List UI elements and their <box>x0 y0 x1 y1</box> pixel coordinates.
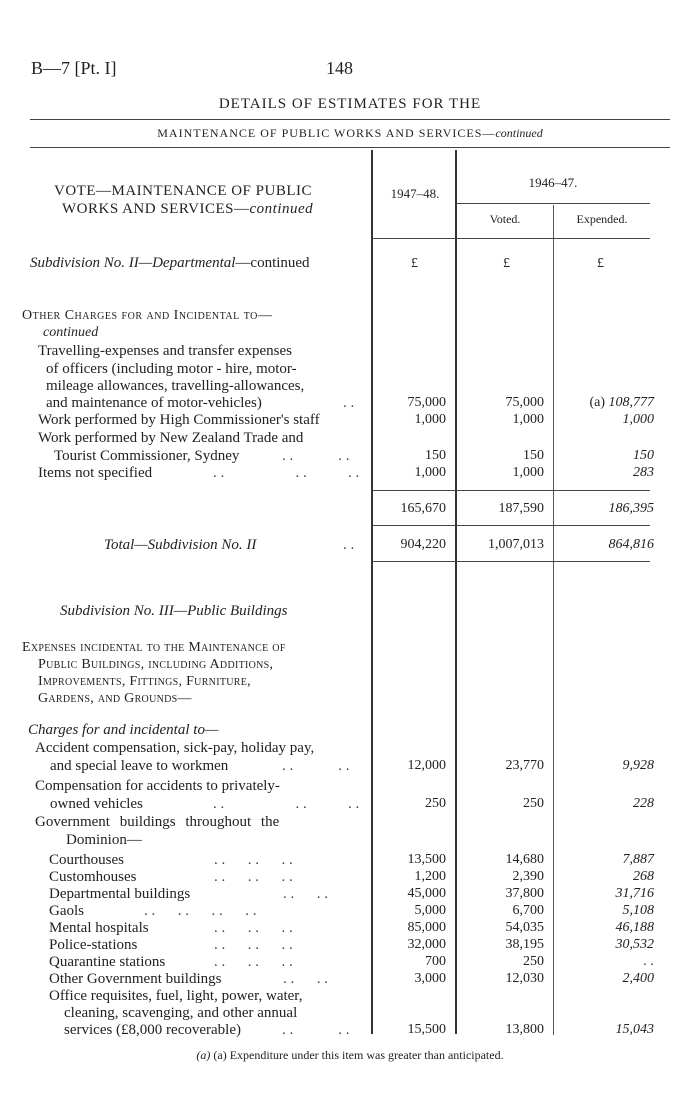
charges-heading: Charges for and incidental to— <box>28 722 219 738</box>
table-row: owned vehicles . . . . . . 250 250 228 <box>50 796 654 812</box>
subdivision-3-heading: Subdivision No. III—Public Buildings <box>60 603 288 619</box>
building-row <box>0 971 700 989</box>
vote-title-line2: WORKS AND SERVICES—continued <box>62 201 314 217</box>
dot-leader: . . . . <box>283 971 328 987</box>
dot-leader: . . . . . . <box>214 869 293 885</box>
table-row: Tourist Commissioner, Sydney . . . . 150 150 150 <box>54 448 654 464</box>
table-row: Items not specified . . . . . . 1,000 1,000 283 <box>38 465 654 481</box>
cell-expended: 5,108 <box>622 903 654 918</box>
dot-leader: . . . . . . <box>214 937 293 953</box>
other-charges-heading: Other Charges for and Incidental to— <box>22 308 273 323</box>
building-row <box>0 920 700 938</box>
page-subtitle: MAINTENANCE OF PUBLIC WORKS AND SERVICES—continued <box>157 126 543 140</box>
travel-line-4: and maintenance of motor-vehicles) <box>46 395 262 411</box>
column-voted: Voted. <box>489 212 521 226</box>
cell-1947: 5,000 <box>414 903 446 918</box>
cell-1947: 13,500 <box>407 852 446 867</box>
cell-voted: 75,000 <box>505 395 544 410</box>
building-row <box>0 954 700 972</box>
building-row <box>0 886 700 904</box>
cell-expended: . . <box>643 954 654 969</box>
travel-line-3: mileage allowances, travelling-allowances, <box>46 378 305 394</box>
subtotal-row: 165,670 187,590 186,395 <box>400 501 654 516</box>
dot-leader: . . . . . . <box>214 954 293 970</box>
building-row <box>0 869 700 887</box>
cell-voted: 2,390 <box>512 869 544 884</box>
voted-expended-rule <box>456 203 650 204</box>
dot-leader: . . . . <box>283 886 328 902</box>
currency-symbol-2: £ <box>503 256 510 271</box>
cell-expended: 268 <box>633 869 654 884</box>
total-rule-top <box>372 525 650 526</box>
page-number: 148 <box>326 58 353 78</box>
cell-1947: 700 <box>425 954 446 969</box>
cell-voted: 12,030 <box>505 971 544 986</box>
subdivision-2-heading: Subdivision No. II—Departmental—continued <box>30 255 310 271</box>
cell-voted: 250 <box>523 954 544 969</box>
govt-line-2: Dominion— <box>66 832 142 848</box>
cell-expended: 7,887 <box>622 852 654 867</box>
cell-voted: 14,680 <box>505 852 544 867</box>
column-header-rule <box>372 238 650 239</box>
column-1947-48: 1947–48. <box>390 186 440 201</box>
dot-leader: . . . . . . <box>214 920 293 936</box>
building-label: Quarantine stations <box>49 954 166 970</box>
office-line-2: cleaning, scavenging, and other annual <box>64 1005 298 1021</box>
cell-expended: 30,532 <box>615 937 654 952</box>
total-rule-bottom <box>372 561 650 562</box>
building-row <box>0 903 700 921</box>
building-label: Courthouses <box>49 852 124 868</box>
footnote: (a) (a) Expenditure under this item was greater than anticipated. <box>196 1048 504 1062</box>
expenses-line-1: Expenses incidental to the Maintenance of <box>22 640 286 655</box>
expenses-line-3: Improvements, Fittings, Furniture, <box>38 674 251 689</box>
govt-line-1: Government buildings throughout the <box>35 814 280 830</box>
cell-1947: 45,000 <box>407 886 446 901</box>
cell-voted: 38,195 <box>505 937 544 952</box>
column-1946-47: 1946–47. <box>528 175 578 190</box>
dot-leader: . . . . . . . . <box>144 903 257 919</box>
header-rule <box>30 147 670 148</box>
dot-leader: . . . . . . <box>214 852 293 868</box>
page-title: DETAILS OF ESTIMATES FOR THE <box>218 96 482 112</box>
subtotal-rule <box>372 490 650 491</box>
cell-1947: 85,000 <box>407 920 446 935</box>
building-label: Mental hospitals <box>49 920 149 936</box>
other-charges-continued: continued <box>43 325 99 340</box>
travel-line-1: Travelling-expenses and transfer expenses <box>38 343 292 359</box>
cell-1947: 75,000 <box>407 395 446 410</box>
table-row: and special leave to workmen . . . . 12,000 23,770 9,928 <box>50 758 654 774</box>
compensation-line-1: Compensation for accidents to privately- <box>35 778 280 794</box>
expenses-line-4: Gardens, and Grounds— <box>38 691 192 706</box>
vote-title-line1: VOTE—MAINTENANCE OF PUBLIC <box>54 183 312 199</box>
table-row <box>0 395 700 413</box>
nz-trade-line-1: Work performed by New Zealand Trade and <box>38 430 304 446</box>
office-line-1: Office requisites, fuel, light, power, water, <box>49 988 303 1004</box>
building-label: Gaols <box>49 903 84 919</box>
cell-expended: 31,716 <box>615 886 654 901</box>
travel-line-2: of officers (including motor - hire, motor- <box>46 361 297 377</box>
cell-1947: 3,000 <box>414 971 446 986</box>
expenses-line-2: Public Buildings, including Additions, <box>38 657 274 672</box>
dot-leader: . . <box>343 395 355 411</box>
total-row: Total—Subdivision No. II . . 904,220 1,007,013 864,816 <box>104 537 654 553</box>
cell-voted: 54,035 <box>505 920 544 935</box>
cell-expended: 46,188 <box>615 920 654 935</box>
building-label: Customhouses <box>49 869 137 885</box>
column-expended: Expended. <box>576 212 628 226</box>
cell-expended: 2,400 <box>622 971 654 986</box>
cell-1947: 32,000 <box>407 937 446 952</box>
document-reference: B—7 [Pt. I] <box>31 58 117 78</box>
accident-line-1: Accident compensation, sick-pay, holiday pay, <box>35 740 315 756</box>
table-row: services (£8,000 recoverable) . . . . 15,500 13,800 15,043 <box>64 1022 654 1038</box>
building-label: Departmental buildings <box>49 886 191 902</box>
title-rule <box>30 119 670 120</box>
building-row <box>0 852 700 870</box>
table-row: Work performed by High Commissioner's staff 1,000 1,000 1,000 <box>38 412 654 428</box>
cell-voted: 37,800 <box>505 886 544 901</box>
cell-expended: (a) 108,777 <box>589 395 654 410</box>
building-label: Police-stations <box>49 937 138 953</box>
cell-voted: 6,700 <box>512 903 544 918</box>
cell-1947: 1,200 <box>414 869 446 884</box>
currency-symbol-1: £ <box>411 256 418 271</box>
building-label: Other Government buildings <box>49 971 222 987</box>
currency-symbol-3: £ <box>597 256 604 271</box>
building-row <box>0 937 700 955</box>
